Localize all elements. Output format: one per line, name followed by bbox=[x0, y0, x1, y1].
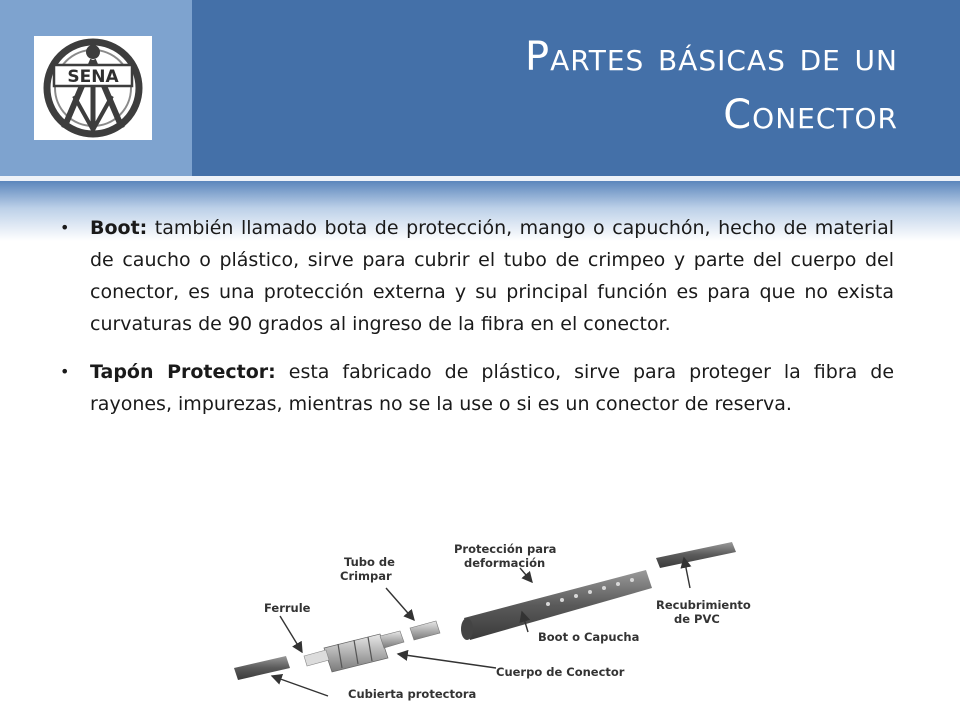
bullet-dot-icon: • bbox=[60, 218, 70, 237]
pvc-jacket-part bbox=[656, 542, 736, 568]
bullet-text: también llamado bota de protección, mango o capuchón, hecho de material de caucho o plástico, sirve para cubrir el tubo de crimpeo y parte del cuerpo del conector, es una protección externa y su principal función es para que no exista curvaturas de 90 grados al ingreso de la fibra en el conector. bbox=[90, 217, 894, 335]
logo-text: SENA bbox=[67, 67, 119, 87]
label-tubo-1: Tubo de bbox=[344, 555, 395, 569]
dust-cap-part bbox=[234, 656, 290, 680]
title-line-1: Partes básicas de un bbox=[525, 34, 898, 80]
connector-diagram bbox=[228, 536, 768, 720]
bullet-list bbox=[60, 212, 894, 436]
connector-body-part bbox=[324, 631, 404, 672]
ferrule-part bbox=[304, 650, 329, 666]
label-boot: Boot o Capucha bbox=[538, 630, 640, 644]
bullet-dot-icon: • bbox=[60, 362, 70, 381]
page-title bbox=[278, 28, 898, 144]
bullet-text: esta fabricado de plástico, sirve para proteger la fibra de rayones, impurezas, mientras no se la use o si es un conector de reserva. bbox=[90, 361, 895, 415]
sena-logo bbox=[34, 36, 152, 140]
label-proteccion-1: Protección para bbox=[454, 542, 557, 556]
label-ferrule: Ferrule bbox=[264, 601, 311, 615]
label-tubo-2: Crimpar bbox=[340, 569, 392, 583]
bullet-boot bbox=[60, 212, 894, 340]
bullet-term: Tapón Protector: bbox=[90, 361, 276, 383]
crimp-tube-part bbox=[410, 621, 440, 640]
bullet-tapon-protector bbox=[60, 356, 894, 420]
label-cuerpo: Cuerpo de Conector bbox=[496, 665, 625, 679]
title-line-2: Conector bbox=[723, 92, 898, 138]
label-recubrimiento-1: Recubrimiento bbox=[656, 598, 751, 612]
label-recubrimiento-2: de PVC bbox=[674, 612, 720, 626]
bullet-term: Boot: bbox=[90, 217, 148, 239]
label-cubierta: Cubierta protectora bbox=[348, 687, 477, 701]
label-proteccion-2: deformación bbox=[464, 556, 546, 570]
